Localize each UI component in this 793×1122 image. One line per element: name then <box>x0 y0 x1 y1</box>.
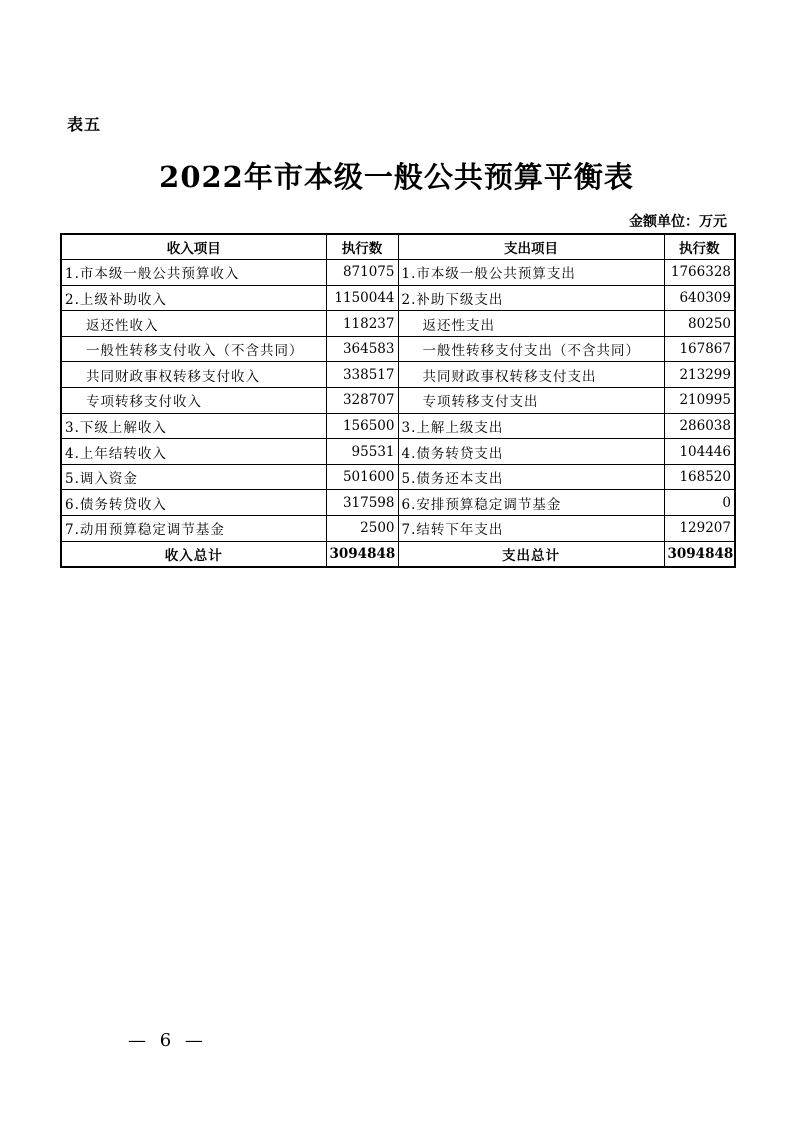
table-label: 表五 <box>67 115 102 134</box>
table-row <box>61 413 735 439</box>
table-row <box>61 516 735 542</box>
income-item: 7.动用预算稳定调节基金 <box>61 516 326 542</box>
header-expense-amount: 执行数 <box>664 234 735 260</box>
budget-balance-table <box>60 233 736 568</box>
income-item: 6.债务转贷收入 <box>61 490 326 516</box>
expense-item: 专项转移支付支出 <box>398 388 664 414</box>
table-row <box>61 336 735 362</box>
expense-amount: 210995 <box>664 388 735 414</box>
income-item: 4.上年结转收入 <box>61 439 326 465</box>
expense-amount: 129207 <box>664 516 735 542</box>
income-item: 3.下级上解收入 <box>61 413 326 439</box>
expense-item: 6.安排预算稳定调节基金 <box>398 490 664 516</box>
page-number: — 6 — <box>128 1030 207 1051</box>
header-expense-item: 支出项目 <box>398 234 664 260</box>
income-item: 5.调入资金 <box>61 464 326 490</box>
header-income-amount: 执行数 <box>326 234 398 260</box>
table-header-row <box>61 234 735 260</box>
expense-amount: 167867 <box>664 336 735 362</box>
income-amount: 118237 <box>326 311 398 337</box>
income-item: 共同财政事权转移支付收入 <box>61 362 326 388</box>
income-item: 1.市本级一般公共预算收入 <box>61 260 326 286</box>
expense-item: 3.上解上级支出 <box>398 413 664 439</box>
expense-amount: 213299 <box>664 362 735 388</box>
expense-amount: 104446 <box>664 439 735 465</box>
table-row <box>61 362 735 388</box>
income-amount: 95531 <box>326 439 398 465</box>
income-amount: 1150044 <box>326 285 398 311</box>
table-row <box>61 285 735 311</box>
expense-total-label: 支出总计 <box>398 541 664 567</box>
expense-total-value: 3094848 <box>664 541 735 567</box>
income-item: 一般性转移支付收入（不含共同） <box>61 336 326 362</box>
expense-item: 共同财政事权转移支付支出 <box>398 362 664 388</box>
income-item: 2.上级补助收入 <box>61 285 326 311</box>
income-amount: 328707 <box>326 388 398 414</box>
expense-item: 1.市本级一般公共预算支出 <box>398 260 664 286</box>
income-amount: 156500 <box>326 413 398 439</box>
income-item: 返还性收入 <box>61 311 326 337</box>
income-amount: 364583 <box>326 336 398 362</box>
table-row <box>61 439 735 465</box>
expense-amount: 1766328 <box>664 260 735 286</box>
page-title: 2022年市本级一般公共预算平衡表 <box>159 160 634 194</box>
expense-amount: 640309 <box>664 285 735 311</box>
expense-amount: 0 <box>664 490 735 516</box>
income-amount: 317598 <box>326 490 398 516</box>
expense-item: 7.结转下年支出 <box>398 516 664 542</box>
expense-item: 一般性转移支付支出（不含共同） <box>398 336 664 362</box>
table-row <box>61 464 735 490</box>
total-row <box>61 541 735 567</box>
table-row <box>61 490 735 516</box>
unit-note: 金额单位：万元 <box>629 214 727 230</box>
expense-amount: 286038 <box>664 413 735 439</box>
income-amount: 2500 <box>326 516 398 542</box>
table-row <box>61 311 735 337</box>
income-amount: 338517 <box>326 362 398 388</box>
income-item: 专项转移支付收入 <box>61 388 326 414</box>
header-income-item: 收入项目 <box>61 234 326 260</box>
income-total-label: 收入总计 <box>61 541 326 567</box>
table-row <box>61 260 735 286</box>
expense-item: 4.债务转贷支出 <box>398 439 664 465</box>
expense-item: 5.债务还本支出 <box>398 464 664 490</box>
expense-item: 返还性支出 <box>398 311 664 337</box>
income-total-value: 3094848 <box>326 541 398 567</box>
income-amount: 871075 <box>326 260 398 286</box>
table-row <box>61 388 735 414</box>
expense-amount: 80250 <box>664 311 735 337</box>
expense-item: 2.补助下级支出 <box>398 285 664 311</box>
expense-amount: 168520 <box>664 464 735 490</box>
income-amount: 501600 <box>326 464 398 490</box>
